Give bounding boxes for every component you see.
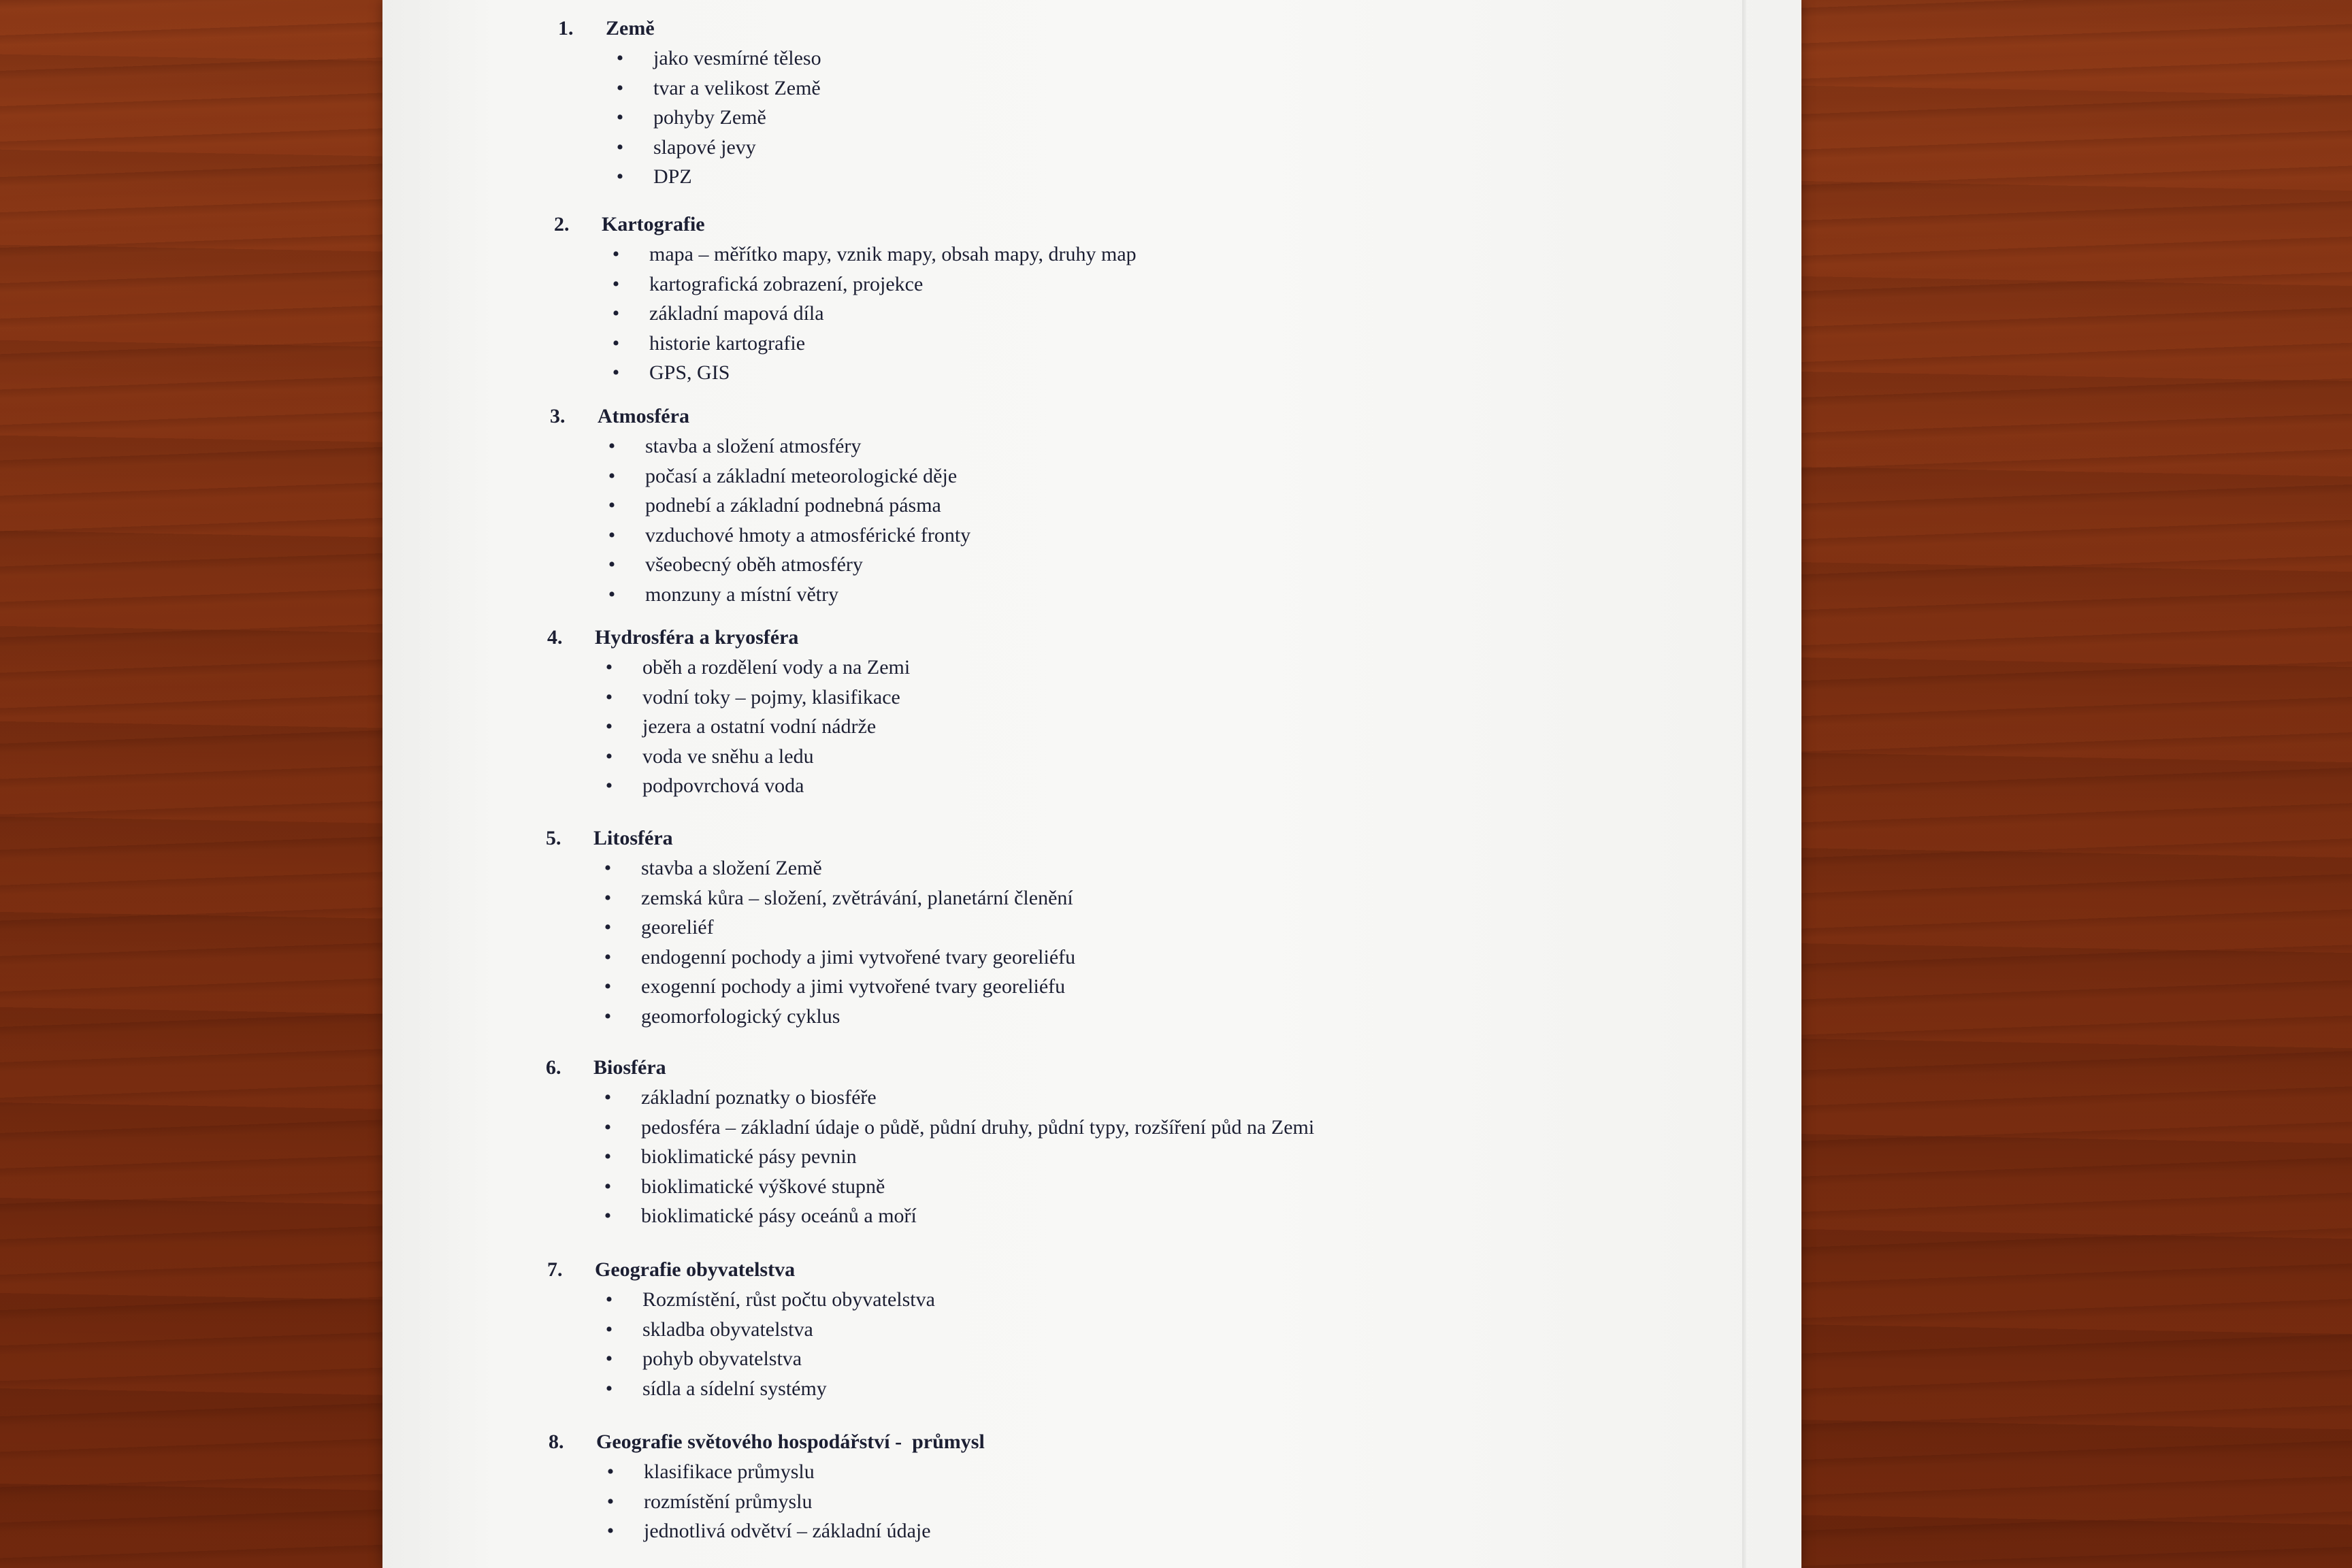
section-heading — [547, 1255, 935, 1285]
section-number: 3. — [550, 405, 566, 427]
bullet-icon: • — [616, 106, 624, 129]
list-item: • bioklimatické pásy pevnin — [641, 1142, 1314, 1172]
list-item: • Rozmístění, růst počtu obyvatelstva — [642, 1285, 935, 1315]
section-heading — [554, 210, 1137, 240]
list-item: • mapa – měřítko mapy, vznik mapy, obsah mapy, druhy map — [649, 240, 1137, 270]
bullet-icon: • — [604, 916, 612, 938]
list-item: • historie kartografie — [649, 329, 1137, 359]
section-title: Atmosféra — [598, 405, 689, 427]
section-6 — [546, 1053, 1314, 1231]
bullet-icon: • — [604, 1086, 612, 1109]
topic-list — [546, 1083, 1314, 1231]
bullet-icon: • — [612, 361, 620, 384]
list-item: • tvar a velikost Země — [653, 74, 821, 103]
section-4 — [547, 623, 910, 801]
bullet-icon: • — [605, 1318, 613, 1341]
section-8 — [549, 1427, 985, 1546]
section-title: Hydrosféra a kryosféra — [595, 626, 799, 649]
desk-surface-left — [0, 0, 381, 1568]
list-item: • jezera a ostatní vodní nádrže — [642, 712, 910, 742]
section-heading — [546, 1053, 1314, 1083]
list-item: • voda ve sněhu a ledu — [642, 742, 910, 772]
list-item: • stavba a složení atmosféry — [645, 431, 970, 461]
section-number: 4. — [547, 626, 563, 649]
section-number: 1. — [558, 17, 574, 39]
bullet-icon: • — [608, 553, 616, 576]
bullet-icon: • — [605, 685, 613, 708]
topic-list — [547, 1285, 935, 1403]
bullet-icon: • — [616, 165, 624, 188]
list-item: • pohyb obyvatelstva — [642, 1344, 935, 1374]
list-item: • geomorfologický cyklus — [641, 1002, 1075, 1032]
bullet-icon: • — [605, 1288, 613, 1311]
bullet-icon: • — [605, 1377, 613, 1400]
list-item: • kartografická zobrazení, projekce — [649, 270, 1137, 299]
list-item: • vzduchové hmoty a atmosférické fronty — [645, 521, 970, 551]
topic-list — [549, 1457, 985, 1546]
list-item: • pedosféra – základní údaje o půdě, půdní druhy, půdní typy, rozšíření půd na Zemi — [641, 1113, 1314, 1143]
desk-surface-right — [1803, 0, 2352, 1568]
section-heading — [546, 823, 1075, 853]
section-number: 2. — [554, 213, 570, 235]
bullet-icon: • — [616, 76, 624, 99]
list-item: • oběh a rozdělení vody a na Zemi — [642, 653, 910, 683]
bullet-icon: • — [604, 1205, 612, 1227]
list-item: • všeobecný oběh atmosféry — [645, 550, 970, 580]
list-item: • stavba a složení Země — [641, 853, 1075, 883]
section-3 — [550, 402, 970, 609]
bullet-icon: • — [605, 745, 613, 768]
list-item: • jako vesmírné těleso — [653, 44, 821, 74]
list-item: • DPZ — [653, 162, 821, 192]
list-item: • rozmístění průmyslu — [644, 1487, 985, 1517]
list-item: • exogenní pochody a jimi vytvořené tvary georeliéfu — [641, 972, 1075, 1002]
bullet-icon: • — [606, 1520, 615, 1542]
list-item: • monzuny a místní větry — [645, 580, 970, 610]
list-item: • jednotlivá odvětví – základní údaje — [644, 1516, 985, 1546]
paper-edge — [1742, 0, 1746, 1568]
list-item: • vodní toky – pojmy, klasifikace — [642, 683, 910, 713]
list-item: • sídla a sídelní systémy — [642, 1374, 935, 1404]
bullet-icon: • — [604, 1004, 612, 1028]
bullet-icon: • — [605, 656, 613, 679]
bullet-icon: • — [608, 523, 616, 546]
bullet-icon: • — [616, 47, 624, 69]
bullet-icon: • — [605, 1348, 613, 1370]
list-item: • zemská kůra – složení, zvětrávání, planetární členění — [641, 883, 1075, 913]
list-item: • GPS, GIS — [649, 358, 1137, 388]
bullet-icon: • — [608, 494, 616, 517]
list-item: • slapové jevy — [653, 133, 821, 163]
bullet-icon: • — [604, 945, 612, 968]
section-heading — [547, 623, 910, 653]
section-heading — [558, 14, 821, 44]
section-title: Kartografie — [602, 213, 705, 235]
section-number: 7. — [547, 1258, 563, 1281]
topic-list — [546, 853, 1075, 1031]
bullet-icon: • — [606, 1490, 615, 1513]
bullet-icon: • — [605, 715, 613, 738]
bullet-icon: • — [606, 1460, 615, 1483]
topic-list — [558, 44, 821, 192]
section-2 — [554, 210, 1137, 388]
list-item: • georeliéf — [641, 913, 1075, 943]
list-item: • základní poznatky o biosféře — [641, 1083, 1314, 1113]
section-title: Litosféra — [593, 827, 673, 849]
bullet-icon: • — [612, 272, 620, 295]
topic-list — [550, 431, 970, 609]
bullet-icon: • — [608, 464, 616, 487]
bullet-icon: • — [604, 1145, 612, 1168]
list-item: • podnebí a základní podnebná pásma — [645, 491, 970, 521]
list-item: • pohyby Země — [653, 103, 821, 133]
bullet-icon: • — [612, 243, 620, 265]
bullet-icon: • — [604, 1175, 612, 1198]
section-number: 6. — [546, 1056, 561, 1079]
list-item: • podpovrchová voda — [642, 771, 910, 801]
section-heading — [549, 1427, 985, 1457]
bullet-icon: • — [604, 886, 612, 909]
section-number: 5. — [546, 827, 561, 849]
bullet-icon: • — [612, 331, 620, 355]
list-item: • klasifikace průmyslu — [644, 1457, 985, 1487]
topic-list — [554, 240, 1137, 388]
list-item: • počasí a základní meteorologické děje — [645, 461, 970, 491]
bullet-icon: • — [604, 857, 612, 879]
bullet-icon: • — [616, 135, 624, 159]
bullet-icon: • — [604, 975, 612, 998]
bullet-icon: • — [608, 435, 616, 457]
topic-list — [547, 653, 910, 801]
section-title: Země — [606, 17, 655, 39]
section-5 — [546, 823, 1075, 1031]
list-item: • bioklimatické výškové stupně — [641, 1172, 1314, 1202]
list-item: • základní mapová díla — [649, 299, 1137, 329]
list-item: • bioklimatické pásy oceánů a moří — [641, 1201, 1314, 1231]
bullet-icon: • — [605, 774, 613, 797]
list-item: • endogenní pochody a jimi vytvořené tvary georeliéfu — [641, 943, 1075, 973]
bullet-icon: • — [604, 1115, 612, 1139]
section-title: Geografie obyvatelstva — [595, 1258, 796, 1281]
section-title: Biosféra — [593, 1056, 666, 1079]
list-item: • skladba obyvatelstva — [642, 1315, 935, 1345]
section-7 — [547, 1255, 935, 1403]
bullet-icon: • — [608, 583, 616, 606]
section-number: 8. — [549, 1431, 564, 1453]
section-title: Geografie světového hospodářství - průmysl — [596, 1431, 985, 1453]
bullet-icon: • — [612, 302, 620, 325]
section-1 — [558, 14, 821, 192]
section-heading — [550, 402, 970, 431]
